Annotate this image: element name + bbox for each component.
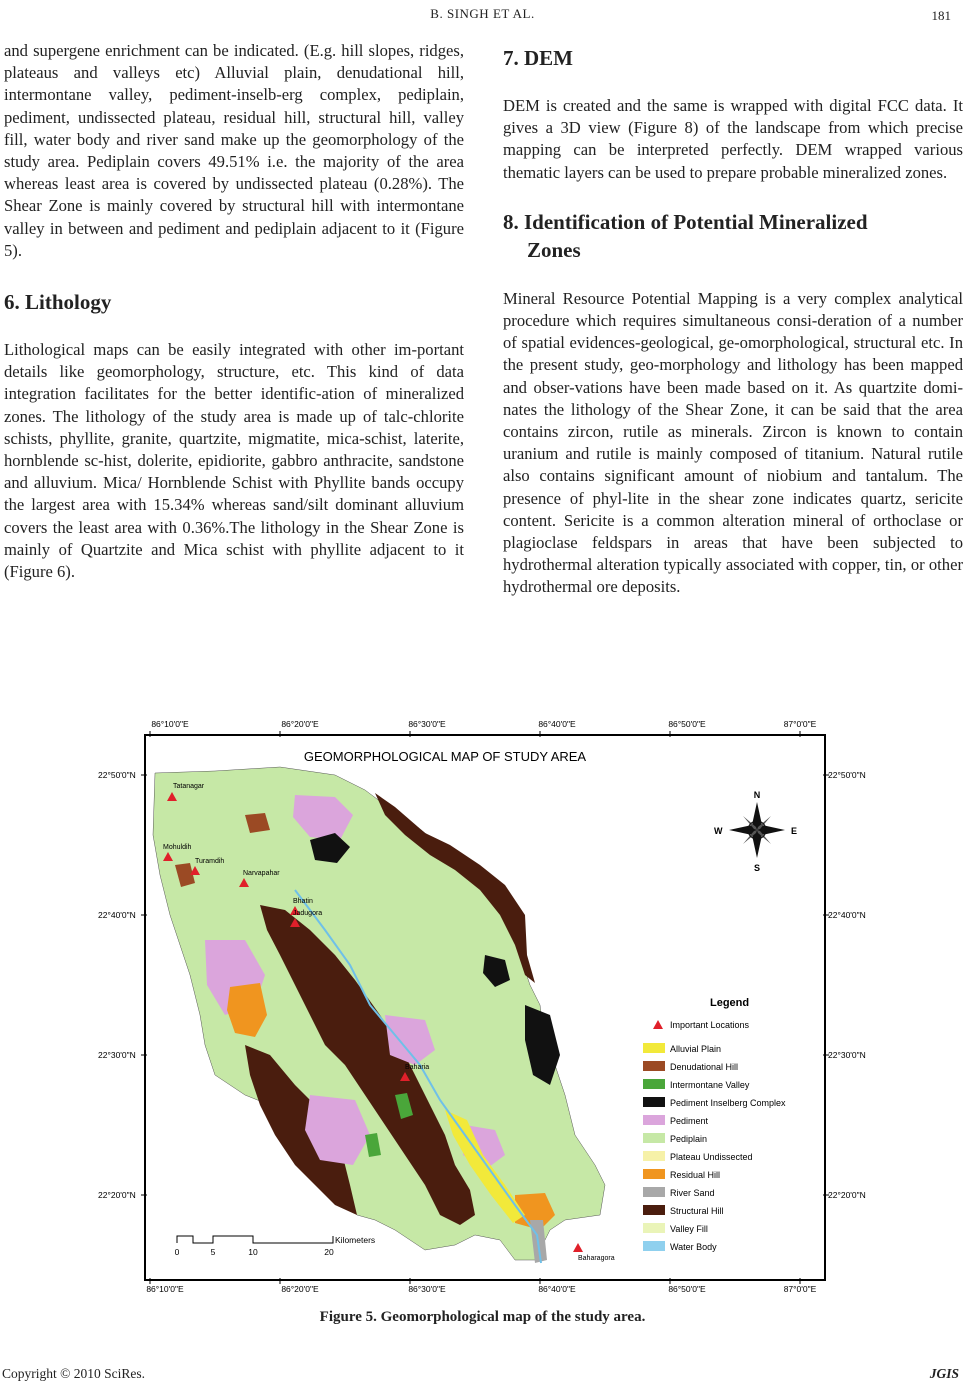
running-title: B. SINGH ET AL.: [430, 6, 535, 21]
scale-tick-10: 10: [248, 1247, 258, 1257]
lat-label-right-4: 22°20'0"N: [828, 1190, 866, 1200]
lat-label-left-1: 22°50'0"N: [98, 770, 136, 780]
paragraph-geomorphology: and supergene enrichment can be indicated. (E.g. hill slopes, ridges, plateaus and valleys etc) Alluvial plain, denudational hill, intermontane valley, pediment-inselb-erg complex, pediplain, pediment, undissected plateau, residual hill, structural hill, valley fill, water body and river sand make up the geomorphology of the study area. Pediplain covers 49.51% i.e. the majority of the area whereas least area is covered by undissected plateau (0.28%). The Shear Zone is mainly covered by structural hill with intermontane valley in between and pediment and pediplain adjacent to it (Figure 5).: [4, 41, 464, 260]
lon-label-top-4: 86°40'0"E: [538, 719, 576, 729]
heading-line-1: 8. Identification of Potential Mineralized: [503, 209, 868, 234]
journal-abbrev: JGIS: [929, 1366, 959, 1381]
legend-swatch: [643, 1043, 665, 1053]
scale-tick-20: 20: [324, 1247, 334, 1257]
figure-caption: Figure 5. Geomorphological map of the study area.: [319, 1309, 646, 1325]
page-number: 181: [931, 8, 951, 23]
legend-swatch: [643, 1097, 665, 1107]
lon-label-top-5: 86°50'0"E: [668, 719, 706, 729]
legend-label: Water Body: [670, 1242, 717, 1252]
place-tatanagar: Tatanagar: [173, 783, 205, 790]
lon-label-bottom-6: 87°0'0"E: [783, 1284, 817, 1294]
section-heading-dem: 7. DEM: [503, 46, 573, 70]
paragraph-dem: DEM is created and the same is wrapped with digital FCC data. It gives a 3D view (Figure 8) of the landscape from which precise mapping can be interpreted perfectly. DEM wrapped various thematic layers can be used to prepare probable mineralized zones.: [503, 96, 963, 182]
place-mohuldih: Mohuldih: [163, 844, 192, 851]
lon-label-bottom-1: 86°10'0"E: [146, 1284, 184, 1294]
legend-label: Pediment Inselberg Complex: [670, 1098, 786, 1108]
legend-label: Alluvial Plain: [670, 1044, 722, 1054]
legend-swatch: [643, 1187, 665, 1197]
section-heading-lithology: 6. Lithology: [4, 290, 112, 315]
compass-n: N: [753, 790, 761, 800]
legend-label: Valley Fill: [670, 1224, 708, 1234]
section-heading-mineralized: [503, 208, 963, 264]
legend-swatch: [643, 1169, 665, 1179]
place-baharia: Baharia: [405, 1064, 430, 1071]
geomorphological-map-figure: [95, 715, 866, 1295]
page-header: [0, 4, 965, 24]
legend-label: Intermontane Valley: [670, 1080, 750, 1090]
place-bhatin: Bhatin: [293, 898, 313, 905]
left-column: [4, 40, 464, 583]
legend-label: Pediplain: [670, 1134, 708, 1144]
heading-line-2: Zones: [527, 237, 581, 262]
right-column: [503, 40, 963, 599]
place-turamdih: Turamdih: [195, 858, 225, 865]
map-title: GEOMORPHOLOGICAL MAP OF STUDY AREA: [303, 749, 587, 764]
legend-label: Pediment: [670, 1116, 709, 1126]
paragraph-lithology: Lithological maps can be easily integrated with other im-portant details like geomorphology, structure, etc. This kind of data integration facilitates for the better identific-ation of mineralized zones. The lithology of the study area is made up of talc-chlorite schists, phyllite, granite, quartzite, migmatite, mica-schist, laterite, hornblende sc-hist, dolerite, epidiorite, gabbro anthracite, sandstone and alluvium. Mica/ Hornblende Schist with Phyllite bands occupy the largest area with 15.34% whereas sand/silt dominant alluvium covers the least area with 0.36%.The lithology in the Shear Zone is mainly of Quartzite and Mica schist with phyllite adjacent to it (Figure 6).: [4, 340, 464, 582]
place-narvapahar: Narvapahar: [243, 870, 280, 877]
legend-swatch: [643, 1079, 665, 1089]
copyright: Copyright © 2010 SciRes.: [2, 1366, 146, 1381]
lat-label-right-3: 22°30'0"N: [828, 1050, 866, 1060]
lon-label-top-6: 87°0'0"E: [783, 719, 817, 729]
lat-label-right-1: 22°50'0"N: [828, 770, 866, 780]
legend-swatch: [643, 1241, 665, 1251]
legend-swatch: [643, 1223, 665, 1233]
legend-label: Plateau Undissected: [670, 1152, 753, 1162]
legend-swatch: [643, 1151, 665, 1161]
lat-label-left-3: 22°30'0"N: [98, 1050, 136, 1060]
legend-label: Residual Hill: [670, 1170, 721, 1180]
lat-label-left-2: 22°40'0"N: [98, 910, 136, 920]
lat-label-right-2: 22°40'0"N: [828, 910, 866, 920]
scale-unit: Kilometers: [335, 1235, 376, 1245]
legend-swatch: [643, 1133, 665, 1143]
compass-e: E: [791, 826, 798, 836]
legend-swatch: [643, 1061, 665, 1071]
place-jadugora: Jadugora: [293, 910, 323, 917]
legend-swatch: [643, 1205, 665, 1215]
compass-w: W: [714, 826, 723, 836]
legend-title: Legend: [710, 997, 750, 1009]
place-baharagora: Baharagora: [578, 1255, 615, 1262]
legend-label: River Sand: [670, 1188, 715, 1198]
legend-important-locations: Important Locations: [670, 1020, 750, 1030]
lon-label-bottom-3: 86°30'0"E: [408, 1284, 446, 1294]
lon-label-bottom-5: 86°50'0"E: [668, 1284, 706, 1294]
scale-tick-0: 0: [174, 1247, 180, 1257]
legend-label: Denudational Hill: [670, 1062, 739, 1072]
legend-label: Structural Hill: [670, 1206, 724, 1216]
lon-label-top-3: 86°30'0"E: [408, 719, 446, 729]
paragraph-mineral-potential: Mineral Resource Potential Mapping is a very complex analytical procedure which requires simultaneous consi-deration of a number of spatial evidences-geological, ge-omorphological, structural etc. In the present study, geo-morphology and lithology has been mapped and obser-vations have been made based on it. As quartzite domi-nates the lithology of the Shear Zone, it can be said that the area contains zircon, rutile as minerals. Zircon is known to contain uranium and rutile is mainly composed of titanium. Natural rutile also contains significant amount of niobium and tantalum. The presence of phyl-lite in the shear zone indicates quartz, sericite content. Sericite is a common alteration mineral of orthoclase or plagioclase feldspars in areas that have been subjected to hydrothermal alteration typically associated with copper, tin, or other hydrothermal ore deposits.: [503, 288, 963, 597]
lon-label-top-2: 86°20'0"E: [281, 719, 319, 729]
compass-s: S: [753, 863, 761, 873]
lon-label-top-1: 86°10'0"E: [151, 719, 189, 729]
lon-label-bottom-4: 86°40'0"E: [538, 1284, 576, 1294]
map-svg: [95, 715, 866, 1295]
legend-swatch: [643, 1115, 665, 1125]
lat-label-left-4: 22°20'0"N: [98, 1190, 136, 1200]
lon-label-bottom-2: 86°20'0"E: [281, 1284, 319, 1294]
scale-tick-5: 5: [210, 1247, 216, 1257]
